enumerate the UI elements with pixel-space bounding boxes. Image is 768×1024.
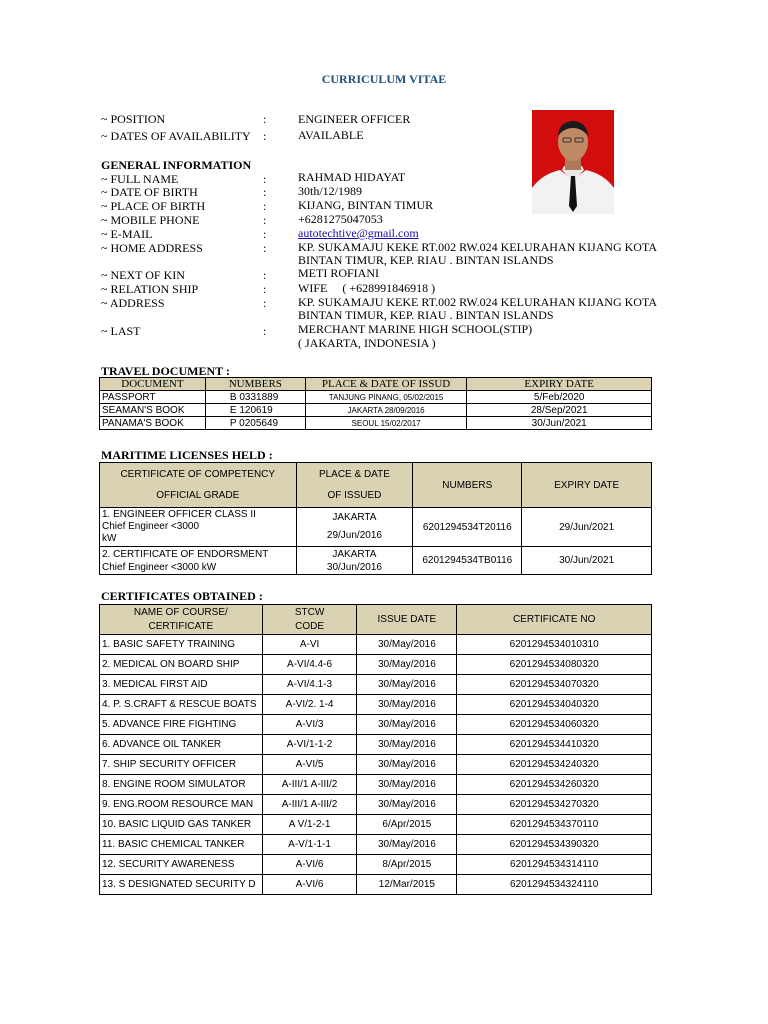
table-row	[100, 695, 652, 715]
issue-date-cell: 8/Apr/2015	[357, 855, 457, 875]
home-address-line2: BINTAN TIMUR, KEP. RIAU . BINTAN ISLANDS	[298, 253, 554, 267]
header-stcw-line2: CODE	[295, 620, 325, 632]
place-date-cell	[296, 547, 413, 575]
cert-name: 1. ENGINEER OFFICER CLASS II	[102, 509, 256, 520]
certificate-no-cell: 6201294534010310	[457, 635, 652, 655]
certificate-no-cell: 6201294534410320	[457, 735, 652, 755]
header-place-line1: PLACE & DATE	[318, 469, 390, 480]
table-row	[100, 417, 652, 430]
course-name-cell: 13. S DESIGNATED SECURITY D	[100, 875, 263, 895]
expiry-cell: 29/Jun/2021	[522, 508, 652, 547]
last-label: ~ LAST	[101, 324, 141, 338]
certificate-no-cell: 6201294534314110	[457, 855, 652, 875]
table-row	[100, 547, 652, 575]
relation-value: WIFE ( +628991846918 )	[298, 281, 436, 295]
expiry-cell: 30/Jun/2021	[522, 547, 652, 575]
dob-label: ~ DATE OF BIRTH	[101, 185, 198, 199]
pob-value: KIJANG, BINTAN TIMUR	[298, 198, 434, 212]
issue-date-cell: 30/May/2016	[357, 795, 457, 815]
table-header-row	[100, 605, 652, 635]
colon: :	[263, 296, 267, 310]
cert-grade: Chief Engineer <3000 kW	[102, 561, 217, 573]
travel-table	[99, 377, 652, 430]
place-date-cell: SEOUL 15/02/2017	[305, 417, 467, 430]
stcw-code-cell: A-V/1-1-1	[262, 835, 357, 855]
course-name-cell: 6. ADVANCE OIL TANKER	[100, 735, 263, 755]
header-cell	[262, 605, 357, 635]
last-line2: ( JAKARTA, INDONESIA )	[298, 336, 436, 350]
position-label: ~ POSITION	[101, 112, 166, 126]
document-cell: PASSPORT	[100, 391, 206, 404]
course-name-cell: 2. MEDICAL ON BOARD SHIP	[100, 655, 263, 675]
colon: :	[263, 324, 267, 338]
document-cell: PANAMA'S BOOK	[100, 417, 206, 430]
issue-date-cell: 30/May/2016	[357, 695, 457, 715]
certificates-heading: CERTIFICATES OBTAINED :	[101, 589, 263, 603]
home-address-line1: KP. SUKAMAJU KEKE RT.002 RW.024 KELURAHAN KIJANG KOTA	[298, 240, 657, 254]
colon: :	[263, 241, 267, 255]
header-cell: DOCUMENT	[100, 378, 206, 391]
page-title: CURRICULUM VITAE	[321, 72, 447, 86]
maritime-table	[99, 462, 652, 575]
colon: :	[263, 129, 267, 143]
availability-value: AVAILABLE	[298, 128, 364, 142]
header-name-line2: CERTIFICATE	[148, 620, 214, 632]
certificate-cell	[100, 547, 297, 575]
number-cell: E 120619	[205, 404, 305, 417]
stcw-code-cell: A-III/1 A-III/2	[262, 795, 357, 815]
certificate-no-cell: 6201294534270320	[457, 795, 652, 815]
place-date-cell: TANJUNG PINANG, 05/02/2015	[305, 391, 467, 404]
colon: :	[263, 213, 267, 227]
home-address-label: ~ HOME ADDRESS	[101, 241, 203, 255]
certificate-cell	[100, 508, 297, 547]
maritime-heading: MARITIME LICENSES HELD :	[101, 448, 273, 462]
table-row	[100, 855, 652, 875]
header-cell: EXPIRY DATE	[467, 378, 652, 391]
place-date-cell	[296, 508, 413, 547]
certificate-no-cell: 6201294534370110	[457, 815, 652, 835]
certificate-no-cell: 6201294534060320	[457, 715, 652, 735]
header-place-line2: OF ISSUED	[327, 490, 382, 501]
number-cell: 6201294534TB0116	[413, 547, 522, 575]
table-row	[100, 795, 652, 815]
header-cell: PLACE & DATE OF ISSUD	[305, 378, 467, 391]
issue-place: JAKARTA	[332, 512, 377, 523]
table-row	[100, 508, 652, 547]
address-line1: KP. SUKAMAJU KEKE RT.002 RW.024 KELURAHAN KIJANG KOTA	[298, 295, 657, 309]
header-cell: EXPIRY DATE	[522, 463, 652, 508]
table-row	[100, 775, 652, 795]
document-cell: SEAMAN'S BOOK	[100, 404, 206, 417]
certificate-no-cell: 6201294534390320	[457, 835, 652, 855]
stcw-code-cell: A-VI/5	[262, 755, 357, 775]
cert-grade: Chief Engineer <3000	[102, 521, 200, 532]
header-stcw-line1: STCW	[294, 606, 325, 618]
full-name-label: ~ FULL NAME	[101, 172, 179, 186]
header-cert-line2: OFFICIAL GRADE	[156, 490, 240, 501]
stcw-code-cell: A-III/1 A-III/2	[262, 775, 357, 795]
certificates-table	[99, 604, 652, 895]
table-row	[100, 391, 652, 404]
certificate-no-cell: 6201294534080320	[457, 655, 652, 675]
issue-place: JAKARTA	[332, 548, 377, 560]
issue-date: 30/Jun/2016	[326, 561, 382, 573]
header-cell: CERTIFICATE NO	[457, 605, 652, 635]
stcw-code-cell: A-VI/6	[262, 875, 357, 895]
header-name-line1: NAME OF COURSE/	[133, 606, 228, 618]
colon: :	[263, 199, 267, 213]
stcw-code-cell: A-VI/4.1-3	[262, 675, 357, 695]
course-name-cell: 3. MEDICAL FIRST AID	[100, 675, 263, 695]
stcw-code-cell: A-VI/6	[262, 855, 357, 875]
certificate-no-cell: 6201294534324110	[457, 875, 652, 895]
cert-name: 2. CERTIFICATE OF ENDORSMENT	[102, 548, 269, 560]
last-line1: MERCHANT MARINE HIGH SCHOOL(STIP)	[298, 322, 533, 336]
expiry-cell: 5/Feb/2020	[467, 391, 652, 404]
stcw-code-cell: A-VI/3	[262, 715, 357, 735]
table-row	[100, 735, 652, 755]
colon: :	[263, 268, 267, 282]
colon: :	[263, 185, 267, 199]
mobile-label: ~ MOBILE PHONE	[101, 213, 200, 227]
number-cell: B 0331889	[205, 391, 305, 404]
course-name-cell: 9. ENG.ROOM RESOURCE MAN	[100, 795, 263, 815]
table-row	[100, 815, 652, 835]
stcw-code-cell: A V/1-2-1	[262, 815, 357, 835]
issue-date-cell: 30/May/2016	[357, 635, 457, 655]
address-line2: BINTAN TIMUR, KEP. RIAU . BINTAN ISLANDS	[298, 308, 554, 322]
course-name-cell: 4. P. S.CRAFT & RESCUE BOATS	[100, 695, 263, 715]
header-cell	[100, 463, 297, 508]
issue-date: 29/Jun/2016	[326, 530, 382, 541]
table-row	[100, 835, 652, 855]
full-name-value: RAHMAD HIDAYAT	[298, 170, 406, 184]
cert-grade-line2: kW	[102, 533, 117, 544]
availability-label: ~ DATES OF AVAILABILITY	[101, 129, 251, 143]
general-heading: GENERAL INFORMATION	[101, 158, 252, 172]
address-label: ~ ADDRESS	[101, 296, 165, 310]
colon: :	[263, 112, 267, 126]
certificate-no-cell: 6201294534040320	[457, 695, 652, 715]
table-header-row	[100, 463, 652, 508]
table-row	[100, 655, 652, 675]
issue-date-cell: 12/Mar/2015	[357, 875, 457, 895]
issue-date-cell: 30/May/2016	[357, 675, 457, 695]
header-cell: ISSUE DATE	[357, 605, 457, 635]
colon: :	[263, 227, 267, 241]
kin-label: ~ NEXT OF KIN	[101, 268, 185, 282]
colon: :	[263, 282, 267, 296]
email-label: ~ E-MAIL	[101, 227, 153, 241]
header-cell	[296, 463, 413, 508]
expiry-cell: 30/Jun/2021	[467, 417, 652, 430]
stcw-code-cell: A-VI/2. 1-4	[262, 695, 357, 715]
relation-label: ~ RELATION SHIP	[101, 282, 199, 296]
certificate-no-cell: 6201294534260320	[457, 775, 652, 795]
table-row	[100, 715, 652, 735]
table-row	[100, 675, 652, 695]
header-cell	[100, 605, 263, 635]
email-link[interactable]: autotechtive@gmail.com	[298, 226, 419, 240]
certificate-no-cell: 6201294534070320	[457, 675, 652, 695]
issue-date-cell: 30/May/2016	[357, 735, 457, 755]
course-name-cell: 7. SHIP SECURITY OFFICER	[100, 755, 263, 775]
travel-heading: TRAVEL DOCUMENT :	[101, 364, 230, 378]
issue-date-cell: 30/May/2016	[357, 835, 457, 855]
certificate-no-cell: 6201294534240320	[457, 755, 652, 775]
place-date-cell: JAKARTA 28/09/2016	[305, 404, 467, 417]
number-cell: P 0205649	[205, 417, 305, 430]
kin-value: METI ROFIANI	[298, 266, 379, 280]
header-cert-line1: CERTIFICATE OF COMPETENCY	[120, 469, 276, 480]
table-row	[100, 404, 652, 417]
number-cell: 6201294534T20116	[413, 508, 522, 547]
table-header-row	[100, 378, 652, 391]
table-row	[100, 635, 652, 655]
colon: :	[263, 172, 267, 186]
stcw-code-cell: A-VI	[262, 635, 357, 655]
table-row	[100, 875, 652, 895]
table-row	[100, 755, 652, 775]
course-name-cell: 12. SECURITY AWARENESS	[100, 855, 263, 875]
stcw-code-cell: A-VI/4.4-6	[262, 655, 357, 675]
mobile-value: +6281275047053	[298, 212, 383, 226]
course-name-cell: 1. BASIC SAFETY TRAINING	[100, 635, 263, 655]
header-cell: NUMBERS	[205, 378, 305, 391]
issue-date-cell: 30/May/2016	[357, 755, 457, 775]
expiry-cell: 28/Sep/2021	[467, 404, 652, 417]
profile-photo	[532, 110, 614, 214]
stcw-code-cell: A-VI/1-1-2	[262, 735, 357, 755]
pob-label: ~ PLACE OF BIRTH	[101, 199, 206, 213]
issue-date-cell: 30/May/2016	[357, 775, 457, 795]
issue-date-cell: 6/Apr/2015	[357, 815, 457, 835]
issue-date-cell: 30/May/2016	[357, 715, 457, 735]
header-cell: NUMBERS	[413, 463, 522, 508]
course-name-cell: 10. BASIC LIQUID GAS TANKER	[100, 815, 263, 835]
dob-value: 30th/12/1989	[298, 184, 363, 198]
position-value: ENGINEER OFFICER	[298, 112, 411, 126]
course-name-cell: 8. ENGINE ROOM SIMULATOR	[100, 775, 263, 795]
course-name-cell: 5. ADVANCE FIRE FIGHTING	[100, 715, 263, 735]
issue-date-cell: 30/May/2016	[357, 655, 457, 675]
course-name-cell: 11. BASIC CHEMICAL TANKER	[100, 835, 263, 855]
